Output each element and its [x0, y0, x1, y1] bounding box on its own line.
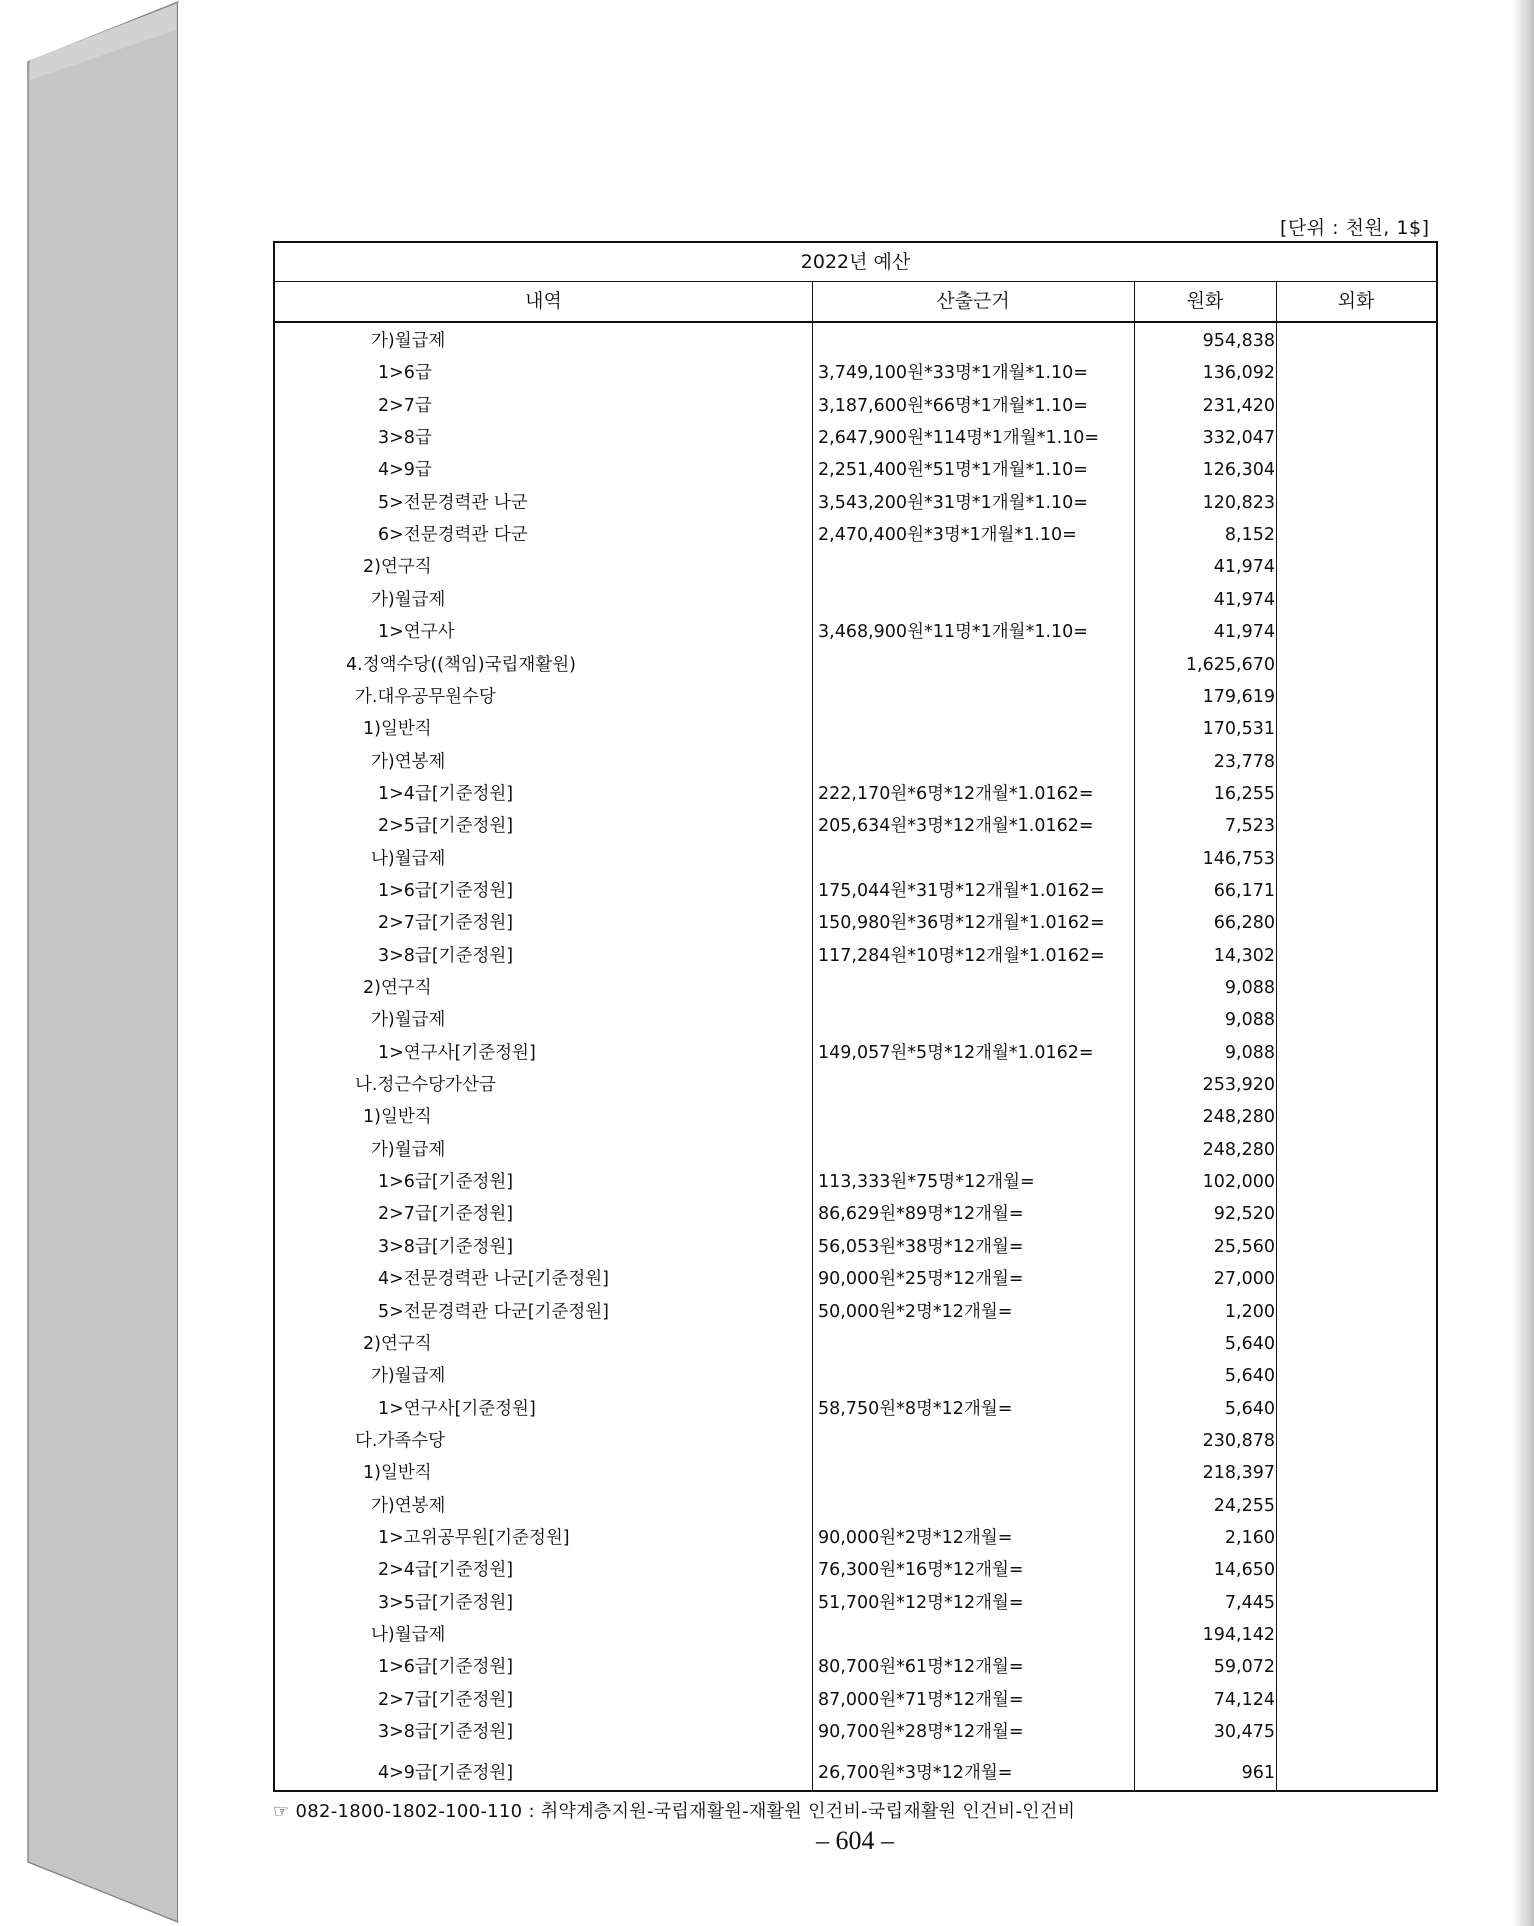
table-row: [275, 746, 1436, 778]
row-krw: 126,304: [1202, 460, 1275, 481]
row-krw: 41,974: [1213, 557, 1275, 578]
table-row: [275, 1360, 1436, 1392]
table-row: [275, 551, 1436, 583]
row-item: 4>전문경력관 나군[기준정원]: [378, 1269, 609, 1290]
row-basis: 117,284원*10명*12개월*1.0162=: [818, 945, 1105, 966]
table-row: [275, 1651, 1436, 1683]
table-row: [275, 616, 1436, 648]
table-row: [275, 422, 1436, 454]
row-krw: 248,280: [1202, 1139, 1275, 1160]
row-item: 1>6급[기준정원]: [378, 880, 514, 901]
table-row: [275, 390, 1436, 422]
row-item: 3>8급[기준정원]: [378, 945, 514, 966]
row-item: 가)월급제: [371, 1010, 446, 1031]
table-row: [275, 1457, 1436, 1489]
row-basis: 3,468,900원*11명*1개월*1.10=: [818, 622, 1088, 643]
row-item: 가.대우공무원수당: [355, 686, 496, 707]
table-row: [275, 1134, 1436, 1166]
page-number: – 604 –: [816, 1826, 894, 1855]
row-krw: 102,000: [1202, 1172, 1275, 1193]
table-row: [275, 1757, 1436, 1789]
row-krw: 170,531: [1202, 719, 1275, 740]
row-item: 2)연구직: [363, 1333, 432, 1354]
row-item: 4>9급: [378, 460, 432, 481]
row-item: 다.가족수당: [355, 1430, 446, 1451]
table-title: 2022년 예산: [275, 243, 1436, 282]
row-krw: 41,974: [1213, 589, 1275, 610]
row-item: 가)연봉제: [371, 1495, 446, 1516]
row-krw: 8,152: [1224, 525, 1275, 546]
table-header: [275, 282, 1436, 323]
table-row: [275, 1716, 1436, 1748]
row-basis: 222,170원*6명*12개월*1.0162=: [818, 783, 1094, 804]
table-row: [275, 1587, 1436, 1619]
row-krw: 954,838: [1202, 331, 1275, 351]
row-basis: 90,700원*28명*12개월=: [818, 1722, 1024, 1743]
row-krw: 16,255: [1213, 783, 1275, 804]
row-krw: 7,523: [1224, 816, 1275, 837]
row-item: 1>6급[기준정원]: [378, 1657, 514, 1678]
row-basis: 58,750원*8명*12개월=: [818, 1398, 1013, 1419]
table-row: [275, 843, 1436, 875]
row-basis: 86,629원*89명*12개월=: [818, 1204, 1024, 1225]
row-item: 5>전문경력관 나군: [378, 492, 528, 513]
table-row: [275, 649, 1436, 681]
table-row: [275, 454, 1436, 486]
row-item: 4>9급[기준정원]: [378, 1763, 514, 1784]
row-basis: 175,044원*31명*12개월*1.0162=: [818, 880, 1105, 901]
row-krw: 5,640: [1224, 1333, 1275, 1354]
row-krw: 5,640: [1224, 1366, 1275, 1387]
row-basis: 2,470,400원*3명*1개월*1.10=: [818, 525, 1077, 546]
row-krw: 25,560: [1213, 1236, 1275, 1257]
row-item: 가)월급제: [371, 1139, 446, 1160]
row-krw: 74,124: [1213, 1689, 1275, 1710]
row-item: 1>4급[기준정원]: [378, 783, 514, 804]
row-basis: 150,980원*36명*12개월*1.0162=: [818, 913, 1105, 934]
row-krw: 24,255: [1213, 1495, 1275, 1516]
row-item: 3>5급[기준정원]: [378, 1592, 514, 1613]
row-item: 3>8급: [378, 428, 432, 449]
row-krw: 5,640: [1224, 1398, 1275, 1419]
table-row: [275, 1554, 1436, 1586]
table-row: [275, 1263, 1436, 1295]
row-item: 1)일반직: [363, 719, 432, 740]
row-item: 가)월급제: [371, 331, 446, 351]
row-basis: 149,057원*5명*12개월*1.0162=: [818, 1042, 1094, 1063]
row-item: 1>연구사[기준정원]: [378, 1042, 536, 1063]
row-krw: 92,520: [1213, 1204, 1275, 1225]
table-row: [275, 1166, 1436, 1198]
header-krw: 원화: [1186, 290, 1224, 312]
row-krw: 14,650: [1213, 1560, 1275, 1581]
table-row: [275, 1069, 1436, 1101]
table-row: [275, 1522, 1436, 1554]
row-item: 6>전문경력관 다군: [378, 525, 528, 546]
row-krw: 41,974: [1213, 622, 1275, 643]
row-krw: 218,397: [1202, 1463, 1275, 1484]
table-row: [275, 487, 1436, 519]
row-krw: 231,420: [1202, 395, 1275, 416]
row-krw: 120,823: [1202, 492, 1275, 513]
row-item: 2>5급[기준정원]: [378, 816, 514, 837]
row-basis: 56,053원*38명*12개월=: [818, 1236, 1024, 1257]
row-krw: 66,280: [1213, 913, 1275, 934]
row-krw: 9,088: [1224, 1042, 1275, 1063]
table-row: [275, 519, 1436, 551]
row-item: 2>7급[기준정원]: [378, 1204, 514, 1225]
table-row: [275, 1101, 1436, 1133]
row-krw: 253,920: [1202, 1075, 1275, 1096]
table-row: [275, 325, 1436, 357]
header-item: 내역: [525, 290, 562, 312]
table-row: [275, 875, 1436, 907]
row-item: 3>8급[기준정원]: [378, 1722, 514, 1743]
table-row: [275, 713, 1436, 745]
row-item: 2>7급[기준정원]: [378, 1689, 514, 1710]
row-basis: 3,543,200원*31명*1개월*1.10=: [818, 492, 1088, 513]
row-krw: 27,000: [1213, 1269, 1275, 1290]
row-basis: 90,000원*25명*12개월=: [818, 1269, 1024, 1290]
row-krw: 9,088: [1224, 978, 1275, 998]
row-basis: 205,634원*3명*12개월*1.0162=: [818, 816, 1094, 837]
table-row: [275, 584, 1436, 616]
table-row: [275, 1296, 1436, 1328]
row-krw: 1,200: [1224, 1301, 1275, 1322]
table-row: [275, 972, 1436, 1004]
row-krw: 194,142: [1202, 1625, 1275, 1645]
table-row: [275, 1393, 1436, 1425]
header-foreign: 외화: [1337, 290, 1375, 312]
row-krw: 23,778: [1213, 751, 1275, 772]
table-row: [275, 1490, 1436, 1522]
row-basis: 2,647,900원*114명*1개월*1.10=: [818, 428, 1100, 449]
table-row: [275, 681, 1436, 713]
row-krw: 7,445: [1224, 1592, 1275, 1613]
table-row: [275, 810, 1436, 842]
row-basis: 113,333원*75명*12개월=: [818, 1172, 1035, 1193]
row-krw: 14,302: [1213, 945, 1275, 966]
row-item: 2>7급[기준정원]: [378, 913, 514, 934]
row-krw: 230,878: [1202, 1430, 1275, 1451]
row-item: 1>연구사[기준정원]: [378, 1398, 536, 1419]
row-item: 2)연구직: [363, 978, 432, 998]
row-item: 1>고위공무원[기준정원]: [378, 1527, 570, 1548]
row-basis: 50,000원*2명*12개월=: [818, 1301, 1013, 1322]
page-edge: [1512, 0, 1534, 1926]
row-basis: 76,300원*16명*12개월=: [818, 1560, 1024, 1581]
row-krw: 9,088: [1224, 1010, 1275, 1031]
row-item: 가)월급제: [371, 1366, 446, 1387]
table-row: [275, 357, 1436, 389]
row-item: 가)연봉제: [371, 751, 446, 772]
table-row: [275, 778, 1436, 810]
row-krw: 961: [1241, 1763, 1275, 1784]
row-basis: 3,187,600원*66명*1개월*1.10=: [818, 395, 1088, 416]
unit-note: [단위 : 천원, 1$]: [1280, 217, 1430, 239]
table-row: [275, 1328, 1436, 1360]
header-basis: 산출근거: [936, 290, 1010, 312]
row-item: 1>6급[기준정원]: [378, 1172, 514, 1193]
row-item: 4.정액수당((책임)국립재활원): [346, 654, 576, 675]
table-row: [275, 1198, 1436, 1230]
row-basis: 87,000원*71명*12개월=: [818, 1689, 1024, 1710]
row-item: 나)월급제: [371, 1625, 446, 1645]
table-row: [275, 940, 1436, 972]
row-item: 1>연구사: [378, 622, 455, 643]
row-basis: 51,700원*12명*12개월=: [818, 1592, 1024, 1613]
table-row: [275, 1004, 1436, 1036]
row-item: 1)일반직: [363, 1107, 432, 1128]
row-krw: 136,092: [1202, 363, 1275, 384]
footnote: ☞ 082-1800-1802-100-110 : 취약계층지원-국립재활원-재활원 인건비-국립재활원 인건비-인건비: [273, 1801, 1076, 1822]
row-item: 2>7급: [378, 395, 432, 416]
row-krw: 332,047: [1202, 428, 1275, 449]
row-krw: 2,160: [1224, 1527, 1275, 1548]
row-basis: 80,700원*61명*12개월=: [818, 1657, 1024, 1678]
table-row: [275, 907, 1436, 939]
table-row: [275, 1037, 1436, 1069]
row-item: 가)월급제: [371, 589, 446, 610]
row-item: 2)연구직: [363, 557, 432, 578]
row-item: 나)월급제: [371, 848, 446, 869]
row-item: 2>4급[기준정원]: [378, 1560, 514, 1581]
table-row: [275, 1684, 1436, 1716]
row-krw: 1,625,670: [1185, 654, 1275, 675]
budget-table: [273, 241, 1438, 1792]
row-krw: 146,753: [1202, 848, 1275, 869]
row-item: 3>8급[기준정원]: [378, 1236, 514, 1257]
row-krw: 66,171: [1213, 880, 1275, 901]
row-item: 나.정근수당가산금: [355, 1075, 496, 1096]
row-krw: 59,072: [1213, 1657, 1275, 1678]
row-krw: 30,475: [1213, 1722, 1275, 1743]
row-krw: 248,280: [1202, 1107, 1275, 1128]
row-item: 1>6급: [378, 363, 432, 384]
row-basis: 26,700원*3명*12개월=: [818, 1763, 1013, 1784]
row-krw: 179,619: [1202, 686, 1275, 707]
row-basis: 90,000원*2명*12개월=: [818, 1527, 1013, 1548]
row-item: 1)일반직: [363, 1463, 432, 1484]
row-basis: 2,251,400원*51명*1개월*1.10=: [818, 460, 1088, 481]
table-row: [275, 1619, 1436, 1651]
row-basis: 3,749,100원*33명*1개월*1.10=: [818, 363, 1088, 384]
row-item: 5>전문경력관 다군[기준정원]: [378, 1301, 609, 1322]
table-row: [275, 1425, 1436, 1457]
table-row: [275, 1231, 1436, 1263]
